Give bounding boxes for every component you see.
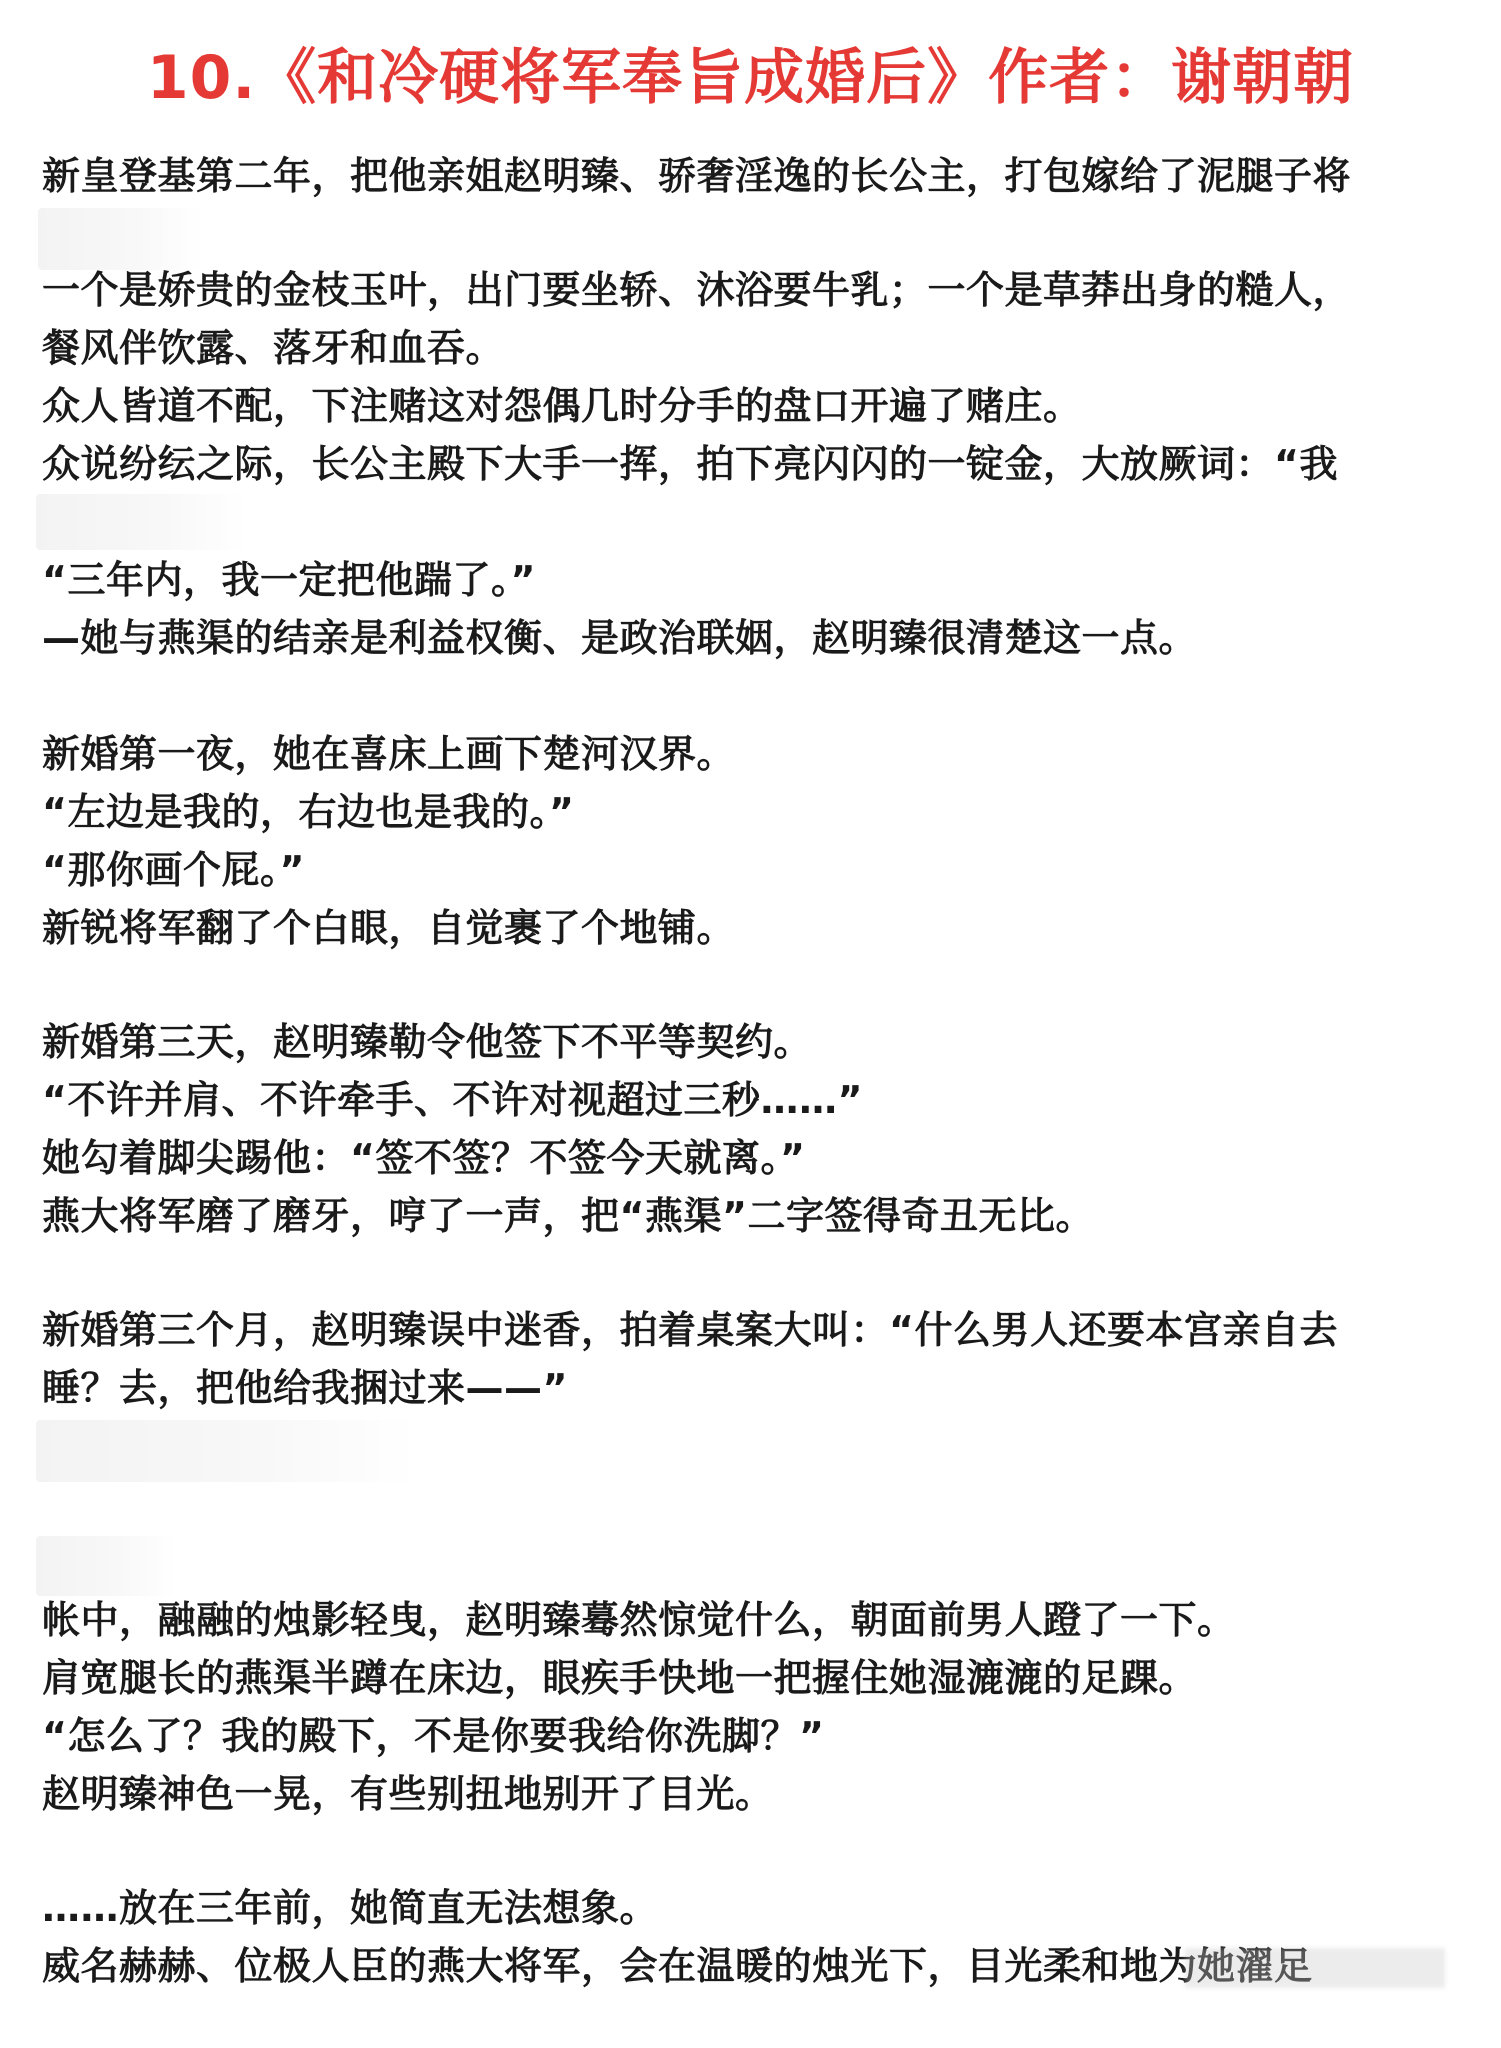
text-line: 她勾着脚尖踢他：“签不签？不签今天就离。”: [42, 1136, 806, 1180]
text-line: 帐中，融融的烛影轻曳，赵明臻蓦然惊觉什么，朝面前男人蹬了一下。: [42, 1598, 1236, 1642]
text-line: ……放在三年前，她简直无法想象。: [42, 1886, 659, 1930]
text-line: 燕大将军磨了磨牙，哼了一声，把“燕渠”二字签得奇丑无比。: [42, 1194, 1094, 1238]
text-line: “怎么了？我的殿下，不是你要我给你洗脚？”: [42, 1714, 825, 1758]
page-title: 10.《和冷硬将军奉旨成婚后》作者：谢朝朝: [146, 43, 1355, 113]
text-line: 威名赫赫、位极人臣的燕大将军，会在温暖的烛光下，目光柔和地为她濯足: [42, 1944, 1313, 1988]
text-line: 众说纷纭之际，长公主殿下大手一挥，拍下亮闪闪的一锭金，大放厥词：“我: [42, 442, 1338, 486]
blurred-region: [36, 1420, 416, 1482]
text-line: 肩宽腿长的燕渠半蹲在床边，眼疾手快地一把握住她湿漉漉的足踝。: [42, 1656, 1198, 1700]
text-line: 赵明臻神色一晃，有些别扭地别开了目光。: [42, 1772, 774, 1816]
blurred-region: [36, 1536, 176, 1596]
text-line: 新婚第一夜，她在喜床上画下楚河汉界。: [42, 732, 736, 776]
blurred-region: [36, 494, 248, 550]
text-line: “三年内，我一定把他踹了。”: [42, 558, 536, 602]
watermark: [1185, 1948, 1445, 1988]
text-line: 一个是娇贵的金枝玉叶，出门要坐轿、沐浴要牛乳；一个是草莽出身的糙人，: [42, 268, 1352, 312]
text-line: 新婚第三天，赵明臻勒令他签下不平等契约。: [42, 1020, 813, 1064]
text-line: 新锐将军翻了个白眼，自觉裹了个地铺。: [42, 906, 736, 950]
text-line: “那你画个屁。”: [42, 848, 305, 892]
text-line: 睡？去，把他给我捆过来——”: [42, 1366, 568, 1410]
text-line: 餐风伴饮露、落牙和血吞。: [42, 326, 505, 370]
text-line: “左边是我的，右边也是我的。”: [42, 790, 575, 834]
text-line: —她与燕渠的结亲是利益权衡、是政治联姻，赵明臻很清楚这一点。: [42, 616, 1198, 660]
blurred-region: [38, 208, 203, 270]
text-line: 众人皆道不配，下注赌这对怨偶几时分手的盘口开遍了赌庄。: [42, 384, 1082, 428]
text-line: 新婚第三个月，赵明臻误中迷香，拍着桌案大叫：“什么男人还要本宫亲自去: [42, 1308, 1338, 1352]
text-line: 新皇登基第二年，把他亲姐赵明臻、骄奢淫逸的长公主，打包嫁给了泥腿子将: [42, 154, 1352, 198]
text-line: “不许并肩、不许牵手、不许对视超过三秒……”: [42, 1078, 863, 1122]
